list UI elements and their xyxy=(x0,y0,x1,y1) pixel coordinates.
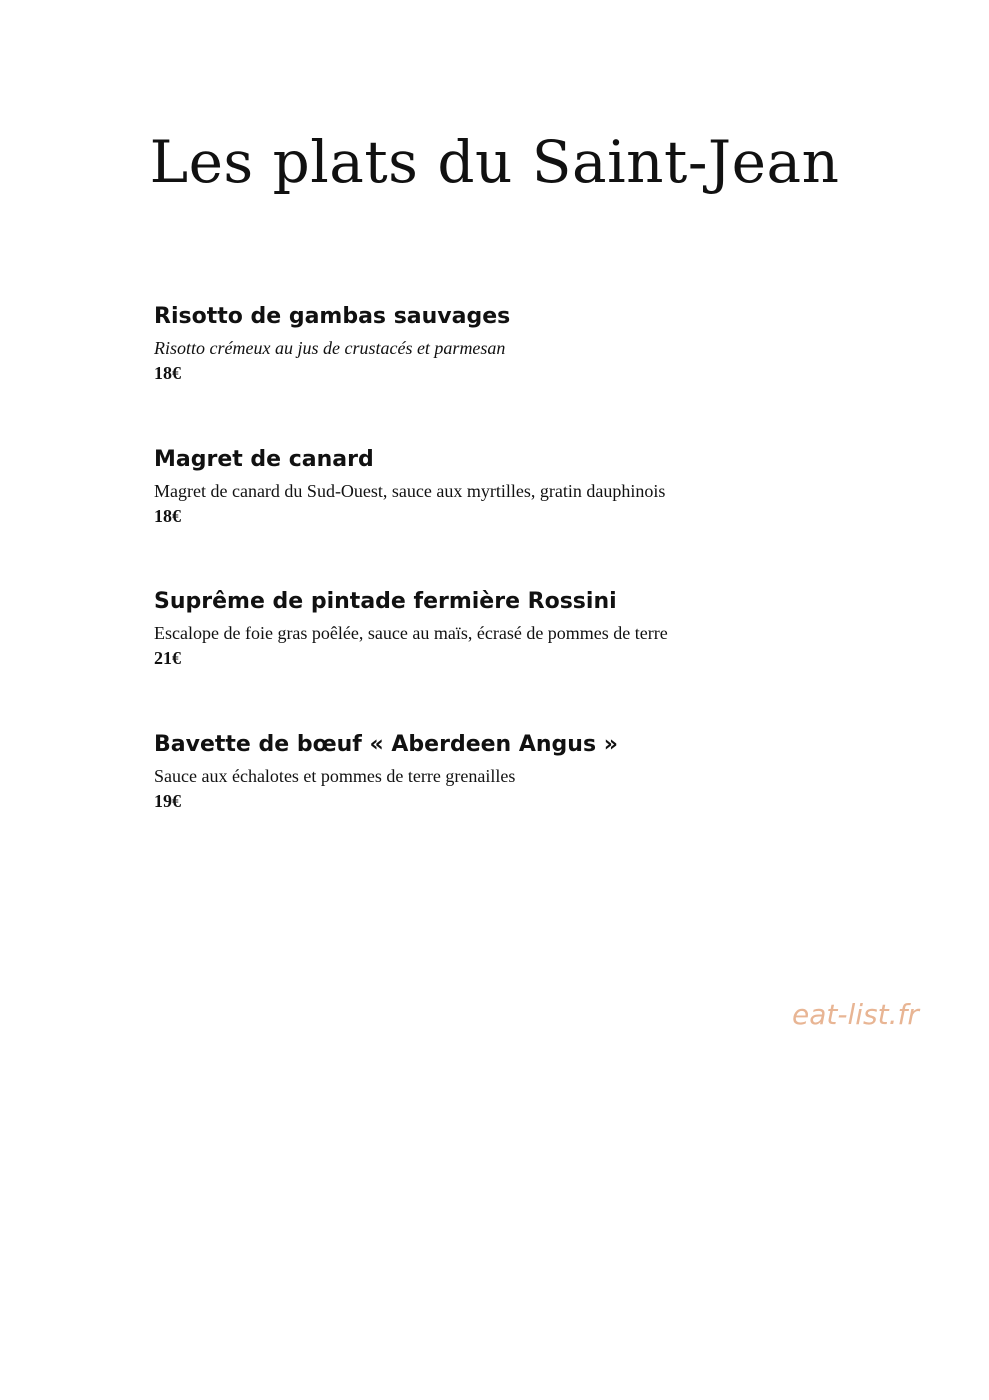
dish-price: 19€ xyxy=(154,790,181,811)
dish-item xyxy=(154,446,874,528)
menu-title: Les plats du Saint-Jean xyxy=(149,128,840,196)
dish-name: Risotto de gambas sauvages xyxy=(154,304,511,329)
dish-price: 21€ xyxy=(154,647,181,668)
dish-item xyxy=(154,731,874,813)
dish-name: Magret de canard xyxy=(154,447,374,472)
dish-name: Suprême de pintade fermière Rossini xyxy=(154,589,617,614)
dish-description: Magret de canard du Sud-Ouest, sauce aux myrtilles, gratin dauphinois xyxy=(154,480,666,501)
dish-description: Sauce aux échalotes et pommes de terre grenailles xyxy=(154,765,516,786)
dish-description: Escalope de foie gras poêlée, sauce au maïs, écrasé de pommes de terre xyxy=(154,622,668,643)
watermark-text: eat-list.fr xyxy=(792,998,919,1031)
dish-price: 18€ xyxy=(154,505,181,526)
dish-name: Bavette de bœuf « Aberdeen Angus » xyxy=(154,732,618,757)
dish-item xyxy=(154,303,874,385)
dish-description: Risotto crémeux au jus de crustacés et parmesan xyxy=(154,337,506,358)
dish-price: 18€ xyxy=(154,362,181,383)
dish-item xyxy=(154,588,874,670)
